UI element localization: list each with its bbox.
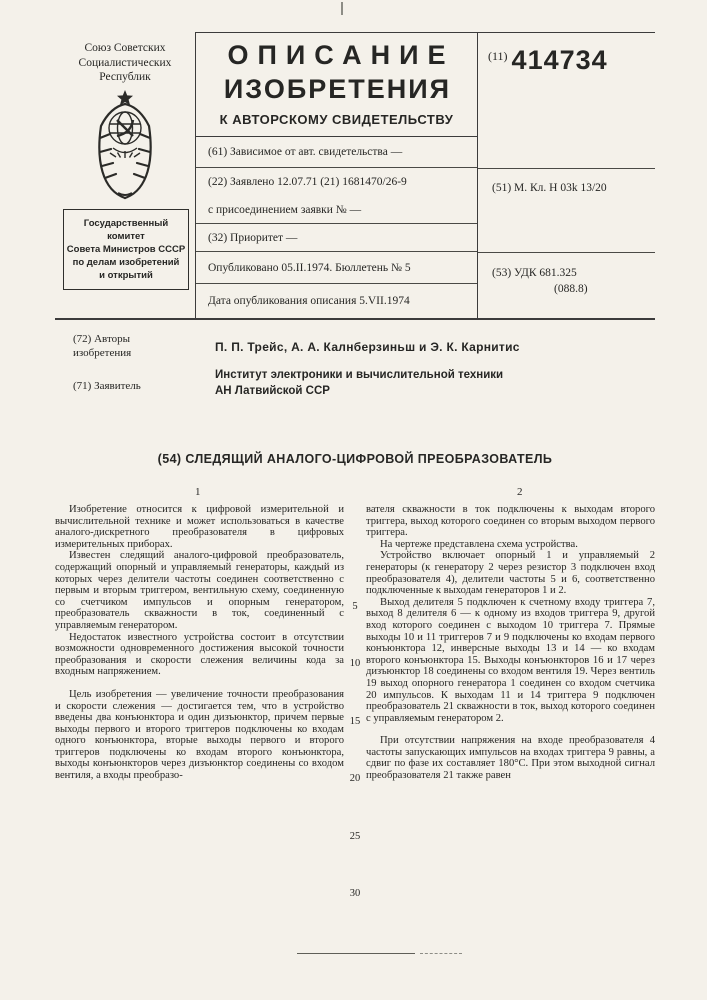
line-number-15: 15 [349,716,361,727]
description-column-1 [55,504,344,782]
line-number-10: 10 [349,658,361,669]
paragraph: Известен следящий аналого-цифровой преобразователь, содержащий опорный и управляемый генераторы, каждый из которых через делители частоты соединен соответственно с первым и вторым триггером, вентильную схему, соединенную со счетчиком импульсов и опорным генератором, преобразователь скважности в ток, соединенный с управляемым генератором. [55,550,344,631]
line-number-30: 30 [349,888,361,899]
line-number-20: 20 [349,773,361,784]
union-name: Союз Советских Социалистических Республик [78,42,172,83]
udc-line-1: (53) УДК 681.325 [492,267,577,279]
udc-cell [478,253,655,297]
paragraph: Изобретение относится к цифровой измерительной и вычислительной технике и может использоваться в качестве аналого-дискретного преобразователя в цифровых измерительных приборах. [55,504,344,550]
field-dependent-certificate: (61) Зависимое от авт. свидетельства — [196,137,477,168]
parties-section [55,318,655,430]
udc-line-2: (088.8) [554,283,588,295]
column-1-number: 1 [195,486,201,498]
field-publication-date: Дата опубликования описания 5.VII.1974 [208,294,410,307]
field-priority: (32) Приоритет — [196,224,477,252]
invention-title: (54) СЛЕДЯЩИЙ АНАЛОГО-ЦИФРОВОЙ ПРЕОБРАЗОВАТЕЛЬ [157,452,553,466]
field-filing: (22) Заявлено 12.07.71 (21) 1681470/26-9 [208,176,407,188]
intl-class-cell: (51) М. Кл. Н 03k 13/20 [478,169,655,253]
line-number-25: 25 [349,831,361,842]
authors-names: П. П. Трейс, А. А. Калнберзиньш и Э. К. Карнитис [215,340,520,354]
applicant-label: (71) Заявитель [73,380,141,392]
scan-artifact-tick [341,2,343,15]
ussr-coat-of-arms-icon [88,90,162,202]
paragraph: вателя скважности в ток подключены к выходам второго триггера, выход которого соединен со вторым выходом первого триггера. [366,504,655,539]
paragraph: При отсутствии напряжения на входе преобразователя 4 частоты запускающих импульсов на входах триггера 9 равны, а сдвиг по фазе их составляет 180°С. При этом выходной сигнал преобразователя 21 также равен [366,735,655,782]
description-column-2 [366,504,655,782]
doc-kind-word-1: ОПИСАНИЕ [227,40,455,70]
document-number: 414734 [511,45,608,75]
doc-subtitle: К АВТОРСКОМУ СВИДЕТЕЛЬСТВУ [196,106,477,137]
bibliographic-column [195,32,478,318]
footer-rule [297,953,415,954]
number-prefix: (11) [488,49,508,63]
description-body [55,486,655,926]
authors-label: (72) Авторы изобретения [73,333,132,359]
doc-kind-word-2: ИЗОБРЕТЕНИЯ [223,74,452,104]
column-2-number: 2 [517,486,523,498]
paragraph: Устройство включает опорный 1 и управляемый 2 генераторы (к генератору 2 через резистор 3 подключен вход преобразователя 4), делители частоты 5 и 6, соответственно подключенные к выходам генераторов 1 и 2. [366,550,655,597]
field-published: Опубликовано 05.II.1974. Бюллетень № 5 [196,252,477,284]
issuer-column [55,32,195,318]
applicant-name: Институт электроники и вычислительной техники АН Латвийской ССР [215,369,504,397]
paragraph: Выход делителя 5 подключен к счетному входу триггера 7, выход 8 делителя 6 — к одному из входов триггера 9, другой вход которого соединен с выходом 10 триггера 7. Прямые выходы 10 и 11 триггеров 7 и 9 подключены ко входам первого конъюнктора 12, инверсные выходы 13 и 14 — ко входам второго конъюнктора 15. Выходы конъюнкторов 16 и 17 через дизъюнктор 18 соединены со входом вентиля 19. Через вентиль 19 выход опорного генератора 1 соединен со входом счетчика 20 импульсов. К выходам 11 и 14 триггера 9 подключен преобразователь 21 скважности в ток, выход которого соединен с управляемым генератором 2. [366,596,655,724]
emblem-container [55,90,195,202]
paragraph: На чертеже представлена схема устройства. [380,538,578,550]
paragraph: Недостаток известного устройства состоит в отсутствии возможности одновременного достижения высокой точности преобразования и скорости слежения величины кода за входным напряжением. [55,631,344,678]
state-committee-box: Государственный комитет Совета Министров СССР по делам изобретений и открытий [63,209,189,290]
document-number-cell [478,33,655,169]
field-joined-application: с присоединением заявки № — [196,196,477,224]
document-header [55,32,655,320]
footer-dash [420,953,462,954]
paragraph: Цель изобретения — увеличение точности преобразования и скорости слежения — достигается тем, что в устройство введены два конъюнктора и один дизъюнктор, причем первые выходы первого и второго триггеров подключены ко входам одного конъюнктора, вторые выходы первого и второго триггеров подключены ко входам второго конъюнктора, выходы конъюнкторов через дизъюнктор соединены со входом вентиля, а входы преобразо- [55,688,344,782]
classification-column [478,32,655,318]
line-number-5: 5 [352,601,358,612]
